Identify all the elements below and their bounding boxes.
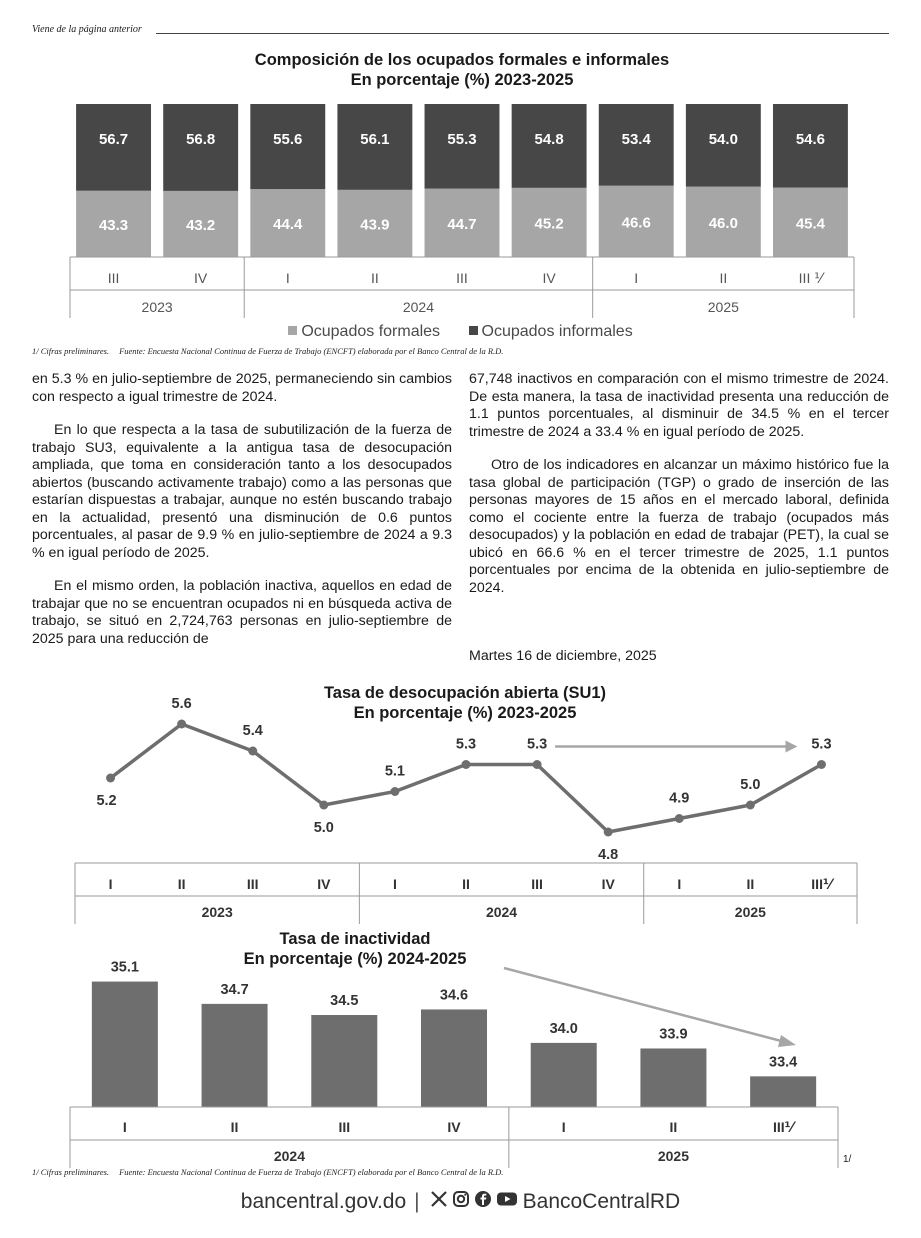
data-label-formales: 46.0: [708, 214, 738, 232]
data-label-formales: 43.3: [98, 216, 129, 234]
chart2-subtitle: En porcentaje (%) 2023-2025: [353, 703, 577, 722]
chart1-group-label: 2024: [402, 299, 435, 315]
inactividad-data-label: 35.1: [110, 959, 139, 976]
footer-website[interactable]: bancentral.gov.do: [240, 1190, 407, 1213]
su1-data-label: 5.6: [171, 696, 192, 712]
chart2-category-label: II: [177, 876, 186, 892]
chart1-category-label: II: [719, 270, 728, 286]
chart3-category-label: III: [338, 1119, 351, 1135]
chart3-footnote-prelim: 1/ Cifras preliminares.: [32, 1167, 110, 1177]
chart3-group-label: 2024: [273, 1148, 306, 1164]
inactividad-data-label: 33.9: [659, 1026, 688, 1043]
chart1-category-label: I: [634, 270, 639, 286]
data-label-informales: 55.6: [273, 131, 303, 148]
chart2-group-label: 2023: [201, 904, 233, 920]
su1-data-label: 5.4: [242, 723, 263, 739]
chart2-category-label: III: [531, 876, 543, 892]
col1-paragraph-3: En el mismo orden, la población inactiva, aquellos en edad de trabajar que no se encuentran ocupados ni en búsqueda activa de trabajo, se situó en 2,724,763 personas en julio-septiembre de 2025 para una reducción de: [32, 578, 452, 647]
su1-data-label: 5.0: [740, 777, 761, 793]
su1-data-label: 5.0: [313, 820, 334, 836]
chart2-category-label: II: [462, 876, 470, 892]
chart2-category-label: IV: [317, 876, 331, 892]
chart1-title: Composición de los ocupados formales e informales: [254, 51, 670, 69]
chart1-category-label: II: [370, 270, 379, 286]
chart1-footnote-prelim: 1/ Cifras preliminares.: [32, 346, 110, 356]
col1-paragraph-2: En lo que respecta a la tasa de subutilización de la fuerza de trabajo SU3, equivalente a la antigua tasa de desocupación ampliada, que toma en consideración tanto a los desocupados abiertos (buscando activamente trabajo) como a las personas que estarían dispuestas a trabajar, aunque no estén buscando trabajo en la actualidad, presentó una disminución de 0.6 puntos porcentuales, al pasar de 9.9 % en julio-septiembre de 2024 a 9.3 % en igual período de 2025.: [32, 422, 452, 561]
chart1-category-label: III: [456, 270, 468, 286]
inactividad-bar: [531, 1043, 597, 1107]
su1-data-label: 4.8: [598, 847, 619, 863]
su1-data-label: 5.2: [96, 793, 117, 809]
chart3-footnote: [32, 1167, 503, 1177]
chart2-category-label: I: [677, 876, 682, 892]
small-note: 1/: [843, 1154, 852, 1165]
inactividad-bar: [202, 1004, 268, 1107]
inactividad-bar: [92, 982, 158, 1107]
inactividad-data-label: 34.0: [549, 1020, 578, 1037]
inactividad-bar: [640, 1048, 706, 1107]
chart3-subtitle: En porcentaje (%) 2024-2025: [243, 949, 467, 968]
chart2-group-label: 2025: [734, 904, 766, 920]
youtube-icon[interactable]: [496, 1190, 518, 1214]
inactividad-data-label: 34.6: [439, 987, 469, 1004]
chart2-title: Tasa de desocupación abierta (SU1): [323, 684, 607, 702]
data-label-informales: 53.4: [621, 131, 651, 148]
data-label-informales: 56.7: [98, 131, 129, 148]
inactividad-bar: [421, 1009, 487, 1107]
chart1-group-label: 2023: [141, 299, 173, 315]
su1-data-label: 5.3: [811, 736, 832, 753]
chart3-category-label: III⅟: [772, 1119, 794, 1135]
inactividad-data-label: 34.7: [220, 981, 249, 998]
footer: [0, 1190, 921, 1214]
col2-paragraph-2: Otro de los indicadores en alcanzar un máximo histórico fue la tasa global de participación (TGP) o grado de inserción de las personas mayores de 15 años en el mercado laboral, definida como el cociente entre la fuerza de trabajo (ocupados más desocupados) y la población en edad de trabajar (PET), la cual se ubicó en 66.6 % en el tercer trimestre de 2025, 1.1 puntos porcentuales por encima de la obtenida en julio-septiembre de 2024.: [469, 457, 889, 596]
data-label-informales: 54.0: [708, 131, 738, 148]
data-label-formales: 44.4: [273, 216, 303, 234]
su1-data-label: 5.3: [455, 736, 477, 753]
footer-separator: |: [414, 1190, 420, 1213]
dateline: Martes 16 de diciembre, 2025: [469, 648, 657, 664]
chart1-category-label: III ⅟: [798, 270, 823, 286]
chart2-category-label: II: [746, 876, 755, 892]
data-label-formales: 46.6: [621, 214, 651, 232]
data-label-informales: 56.1: [360, 131, 390, 148]
data-label-informales: 56.8: [186, 131, 216, 148]
facebook-icon[interactable]: [474, 1190, 492, 1214]
data-label-informales: 54.8: [534, 131, 564, 148]
chart3-category-label: II: [230, 1119, 239, 1135]
trend-arrow-head: [778, 1035, 796, 1047]
continued-note: Viene de la página anterior: [32, 24, 142, 35]
chart3-footnote-source: Fuente: Encuesta Nacional Continua de Fuerza de Trabajo (ENCFT) elaborada por el Banco Central de la R.D.: [119, 1167, 504, 1177]
data-label-informales: 54.6: [795, 131, 826, 148]
chart1-category-label: IV: [194, 270, 208, 286]
legend-label-formales: Ocupados formales: [301, 323, 441, 340]
su1-data-label: 5.3: [527, 736, 548, 753]
chart2-category-label: III⅟: [811, 876, 832, 892]
data-label-formales: 45.4: [795, 215, 826, 233]
inactividad-bar: [311, 1015, 377, 1107]
data-label-informales: 55.3: [447, 131, 477, 148]
chart3-category-label: II: [669, 1119, 678, 1135]
col1-paragraph-1: en 5.3 % en julio-septiembre de 2025, permaneciendo sin cambios con respecto a igual trimestre de 2024.: [32, 371, 452, 405]
chart3-category-label: I: [122, 1119, 127, 1135]
chart1-category-label: I: [285, 270, 290, 286]
chart2-category-label: III: [246, 876, 259, 892]
chart3-category-label: IV: [447, 1119, 461, 1135]
x-icon[interactable]: [430, 1190, 448, 1214]
chart1-category-label: IV: [542, 270, 556, 286]
col2-paragraph-1: 67,748 inactivos en comparación con el mismo trimestre de 2024. De esta manera, la tasa de inactividad presenta una reducción de 1.1 puntos porcentuales, al disminuir de 34.5 % en el tercer trimestre de 2024 a 33.4 % en igual período de 2025.: [469, 371, 889, 440]
instagram-icon[interactable]: [452, 1190, 470, 1214]
chart1-group-label: 2025: [707, 299, 739, 315]
su1-data-label: 4.9: [669, 790, 690, 807]
legend-label-informales: Ocupados informales: [481, 323, 633, 340]
chart2-category-label: I: [108, 876, 113, 892]
chart1-subtitle: En porcentaje (%) 2023-2025: [350, 70, 574, 89]
chart3-category-label: I: [561, 1119, 566, 1135]
su1-data-label: 5.1: [384, 763, 405, 780]
chart1-category-label: III: [107, 270, 120, 286]
chart2-group-label: 2024: [485, 904, 518, 920]
data-label-formales: 43.2: [186, 216, 216, 234]
chart3-group-label: 2025: [657, 1148, 690, 1164]
chart3-title: Tasa de inactividad: [279, 930, 431, 948]
chart2-category-label: I: [392, 876, 397, 892]
trend-arrow-shaft: [504, 968, 785, 1042]
chart1-footnote-source: Fuente: Encuesta Nacional Continua de Fuerza de Trabajo (ENCFT) elaborada por el Banco Central de la R.D.: [119, 346, 504, 356]
inactividad-data-label: 34.5: [330, 993, 359, 1010]
chart2-category-label: IV: [601, 876, 615, 892]
data-label-formales: 43.9: [360, 216, 390, 234]
inactividad-data-label: 33.4: [769, 1054, 798, 1071]
data-label-formales: 44.7: [447, 215, 477, 233]
inactividad-bar: [750, 1076, 816, 1107]
footer-handle[interactable]: BancoCentralRD: [522, 1190, 681, 1213]
data-label-formales: 45.2: [534, 215, 564, 233]
